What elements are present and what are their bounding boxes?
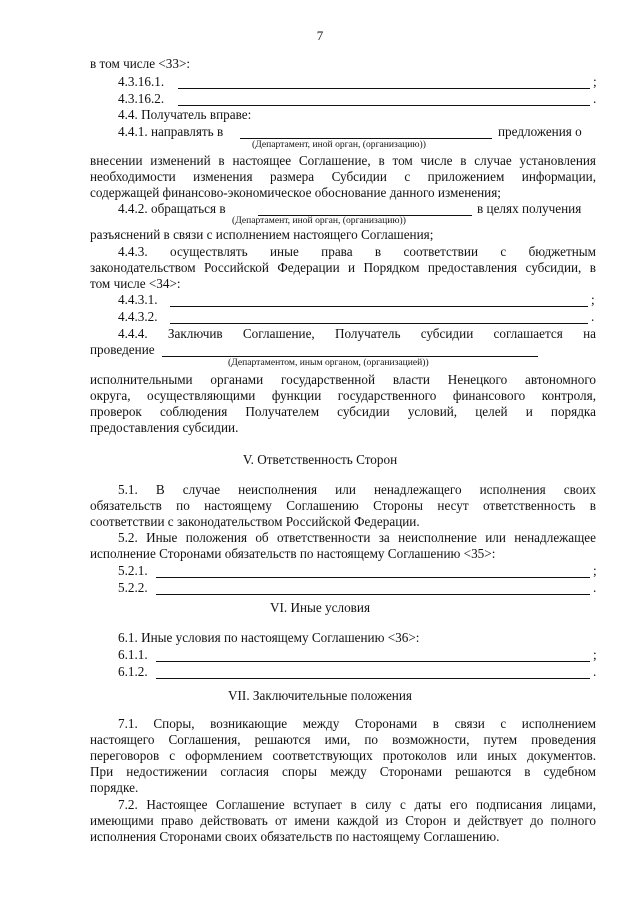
item-label: 4.4.3.2.	[118, 309, 158, 324]
text-line: 5.2. Иные положения об ответственности за неисполнение или ненадлежащее	[118, 530, 596, 545]
punctuation: ;	[593, 647, 597, 662]
punctuation: ;	[593, 563, 597, 578]
text-line: 5.1. В случае неисполнения или ненадлежащего исполнения своих	[118, 482, 596, 497]
text-line: проведение	[90, 342, 155, 357]
text-line: предоставления субсидии.	[90, 420, 239, 435]
text-line: обязательств по настоящему Соглашению Стороны несут ответственность в	[90, 498, 596, 513]
punctuation: .	[593, 91, 597, 106]
section-heading: VII. Заключительные положения	[228, 688, 412, 703]
blank-line	[156, 678, 590, 679]
blank-line	[156, 577, 590, 578]
text-line: исполнения Сторонами своих обязательств по настоящему Соглашению.	[90, 829, 500, 844]
text-line: 4.4.4. Заключив Соглашение, Получатель субсидии соглашается на	[118, 326, 596, 341]
text-line: порядке.	[90, 780, 139, 795]
text-line: настоящего Соглашения, решаются ими, по возможности, путем проведения	[90, 732, 596, 747]
field-caption: (Департамент, иной орган, (организацию))	[232, 215, 406, 226]
item-label: 5.2.1.	[118, 563, 148, 578]
blank-line	[170, 323, 588, 324]
punctuation: .	[593, 664, 597, 679]
text-line: разъяснений в связи с исполнением настоящего Соглашения;	[90, 227, 434, 242]
text-line: том числе <34>:	[90, 276, 181, 291]
section-heading: VI. Иные условия	[269, 600, 371, 615]
text-line: переговоров с оформлением соответствующих протоколов или иных документов.	[90, 748, 596, 763]
page-number: 7	[316, 28, 324, 43]
punctuation: ;	[593, 74, 597, 89]
text-line: 6.1. Иные условия по настоящему Соглашению <36>:	[118, 630, 420, 645]
item-label: 4.3.16.1.	[118, 74, 165, 89]
field-caption: (Департаментом, иным органом, (организацией))	[228, 357, 429, 368]
section-heading: V. Ответственность Сторон	[242, 452, 398, 467]
punctuation: .	[593, 580, 597, 595]
item-label: 6.1.2.	[118, 664, 148, 679]
text-line: 7.2. Настоящее Соглашение вступает в силу с даты его подписания лицами,	[118, 797, 596, 812]
text-line: в том числе <33>:	[90, 56, 191, 71]
item-label: 4.3.16.2.	[118, 91, 165, 106]
punctuation: ;	[591, 292, 595, 307]
text-line: 4.4.1. направлять в	[118, 124, 224, 139]
blank-line	[170, 306, 588, 307]
text-line: исполнительными органами государственной власти Ненецкого автономного	[90, 372, 596, 387]
blank-line	[178, 105, 590, 106]
punctuation: .	[591, 309, 595, 324]
field-caption: (Департамент, иной орган, (организацию))	[252, 139, 426, 150]
text-line: содержащей финансово-экономическое обоснование данного изменения;	[90, 185, 501, 200]
text-line: округа, осуществляющими функции государственного финансового контроля,	[90, 388, 596, 403]
text-line: 4.4.2. обращаться в	[118, 201, 226, 216]
text-line: исполнение Сторонами обязательств по настоящему Соглашению <35>:	[90, 546, 496, 561]
text-line: необходимости изменения размера Субсидии с приложением информации,	[90, 169, 596, 184]
text-line: 4.4. Получатель вправе:	[118, 107, 252, 122]
text-line: в целях получения	[477, 201, 582, 216]
text-line: законодательством Российской Федерации и Порядком предоставления субсидии, в	[90, 260, 596, 275]
text-line: имеющими право действовать от имени каждой из Сторон и действует до полного	[90, 813, 596, 828]
item-label: 6.1.1.	[118, 647, 148, 662]
blank-line	[156, 661, 590, 662]
blank-line	[156, 594, 590, 595]
item-label: 5.2.2.	[118, 580, 148, 595]
text-line: предложения о	[498, 124, 582, 139]
text-line: 4.4.3. осуществлять иные права в соответствии с бюджетным	[118, 244, 596, 259]
blank-line	[178, 88, 590, 89]
text-line: проверок соблюдения Получателем субсидии условий, целей и порядка	[90, 404, 596, 419]
text-line: При недостижении согласия споры между Сторонами решаются в судебном	[90, 764, 596, 779]
text-line: соответствии с законодательством Российской Федерации.	[90, 514, 420, 529]
item-label: 4.4.3.1.	[118, 292, 158, 307]
text-line: внесении изменений в настоящее Соглашение, в том числе в случае установления	[90, 153, 596, 168]
text-line: 7.1. Споры, возникающие между Сторонами в связи с исполнением	[118, 716, 596, 731]
